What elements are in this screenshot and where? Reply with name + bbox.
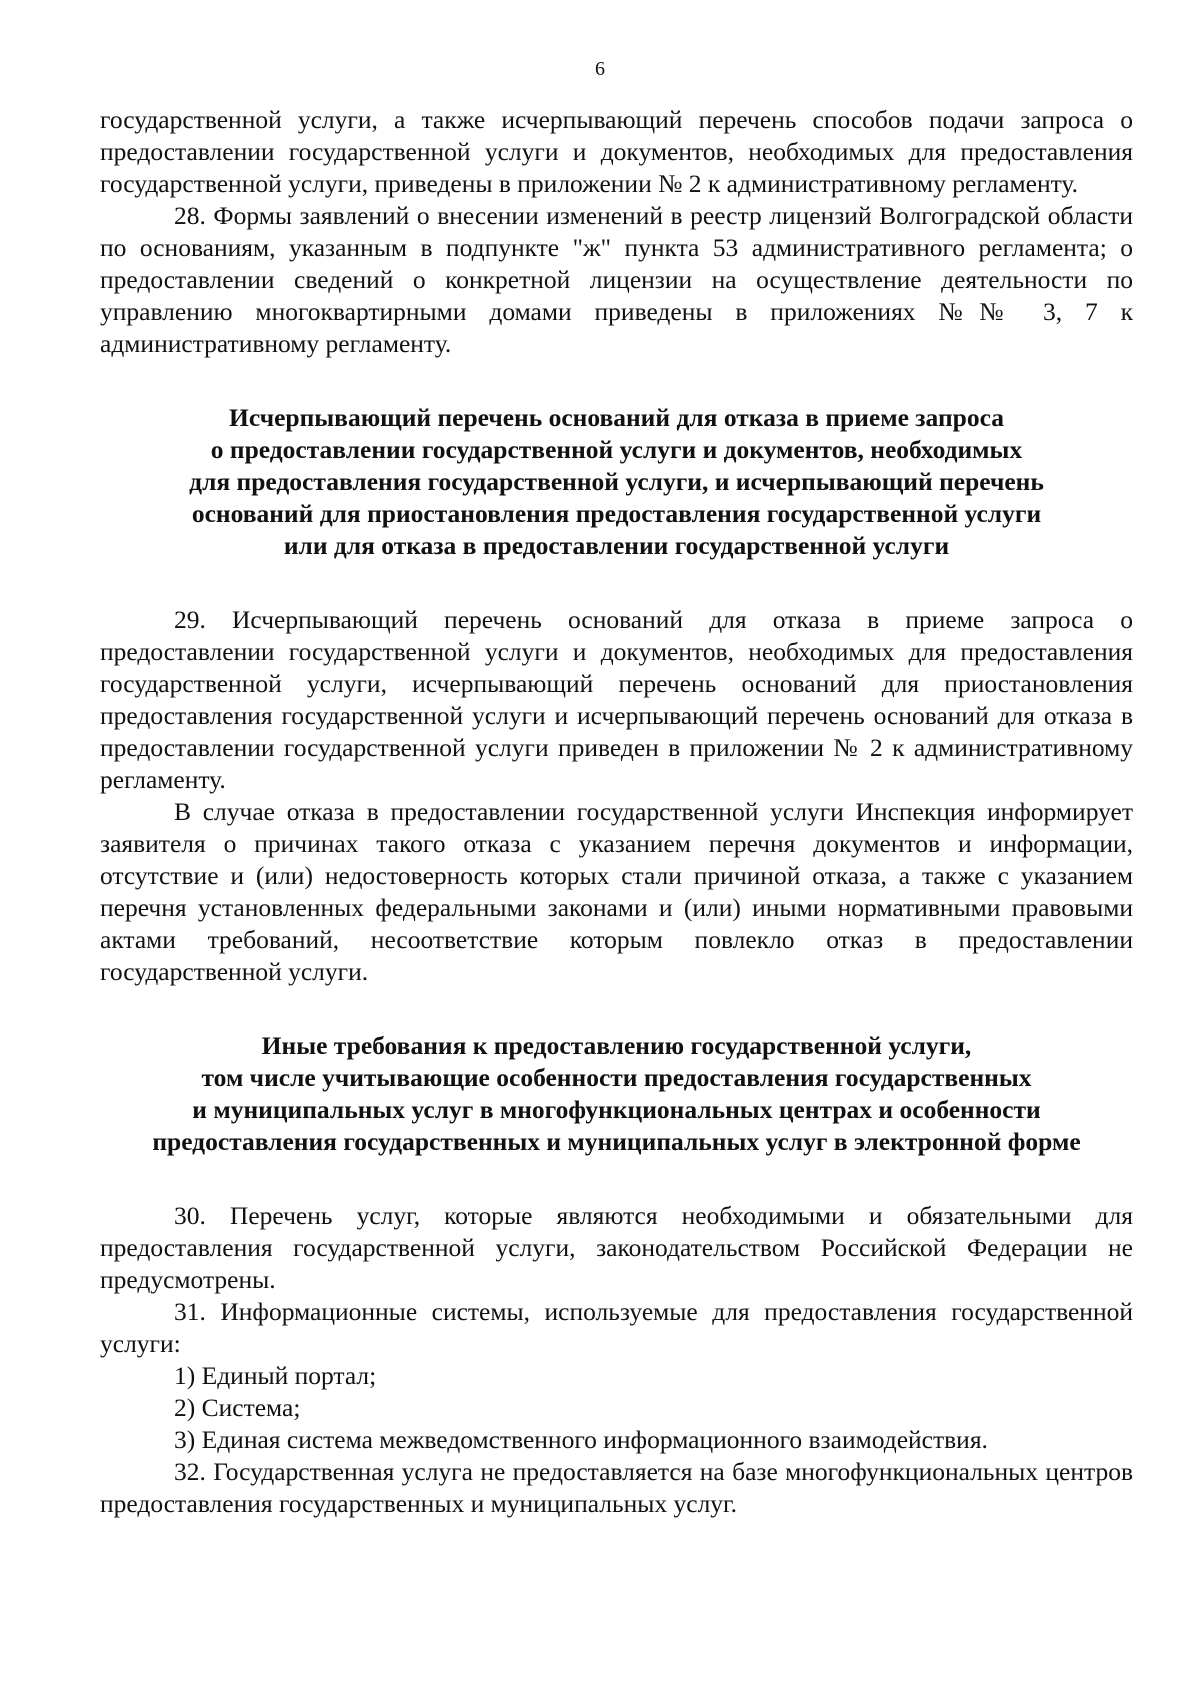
list-item: 2) Система;: [174, 1393, 301, 1422]
heading-line: или для отказа в предоставлении государственной услуги: [283, 531, 950, 560]
paragraph-30: 30. Перечень услуг, которые являются необходимыми и обязательными для предоставления государственной услуги, законодательством Российской Федерации не предусмотрены.: [100, 1201, 1133, 1294]
section-heading-refusal-grounds: [100, 402, 1133, 562]
section-heading-other-requirements: [100, 1030, 1133, 1158]
heading-line: о предоставлении государственной услуги и документов, необходимых: [210, 435, 1023, 464]
heading-line: Иные требования к предоставлению государственной услуги,: [261, 1031, 972, 1060]
list-item: 3) Единая система межведомственного информационного взаимодействия.: [174, 1425, 988, 1454]
heading-line: оснований для приостановления предоставления государственной услуги: [191, 499, 1042, 528]
paragraph-32: 32. Государственная услуга не предоставляется на базе многофункциональных центров предоставления государственных и муниципальных услуг.: [100, 1457, 1133, 1518]
paragraph-28: 28. Формы заявлений о внесении изменений в реестр лицензий Волгоградской области по основаниям, указанным в подпункте "ж" пункта 53 административного регламента; о предоставлении сведений о конкретной лицензии на осуществление деятельности по управлению многоквартирными домами приведены в приложениях №№ 3, 7 к административному регламенту.: [100, 201, 1133, 358]
heading-line: и муниципальных услуг в многофункциональных центрах и особенности: [192, 1095, 1041, 1124]
heading-line: для предоставления государственной услуги, и исчерпывающий перечень: [189, 467, 1044, 496]
document-body: [100, 104, 1133, 1520]
paragraph-29-refusal-notice: В случае отказа в предоставлении государственной услуги Инспекция информирует заявителя о причинах такого отказа с указанием перечня документов и информации, отсутствие и (или) недостоверность которых стали причиной отказа, а также с указанием перечня установленных федеральными законами и (или) иными нормативными правовыми актами требований, несоответствие которым повлекло отказ в предоставлении государственной услуги.: [100, 797, 1133, 986]
heading-line: Исчерпывающий перечень оснований для отказа в приеме запроса: [229, 403, 1004, 432]
paragraph-29: 29. Исчерпывающий перечень оснований для отказа в приеме запроса о предоставлении государственной услуги и документов, необходимых для предоставления государственной услуги, исчерпывающий перечень оснований для приостановления предоставления государственной услуги и исчерпывающий перечень оснований для отказа в предоставлении государственной услуги приведен в приложении № 2 к административному регламенту.: [100, 605, 1133, 794]
paragraph-27-continuation: государственной услуги, а также исчерпывающий перечень способов подачи запроса о предоставлении государственной услуги и документов, необходимых для предоставления государственной услуги, приведены в приложении № 2 к административному регламенту.: [100, 105, 1133, 198]
heading-line: том числе учитывающие особенности предоставления государственных: [201, 1063, 1032, 1092]
list-item: 1) Единый портал;: [174, 1361, 377, 1390]
paragraph-31: 31. Информационные системы, используемые для предоставления государственной услуги:: [100, 1297, 1133, 1358]
page-number: 6: [595, 58, 605, 80]
heading-line: предоставления государственных и муниципальных услуг в электронной форме: [152, 1127, 1081, 1156]
